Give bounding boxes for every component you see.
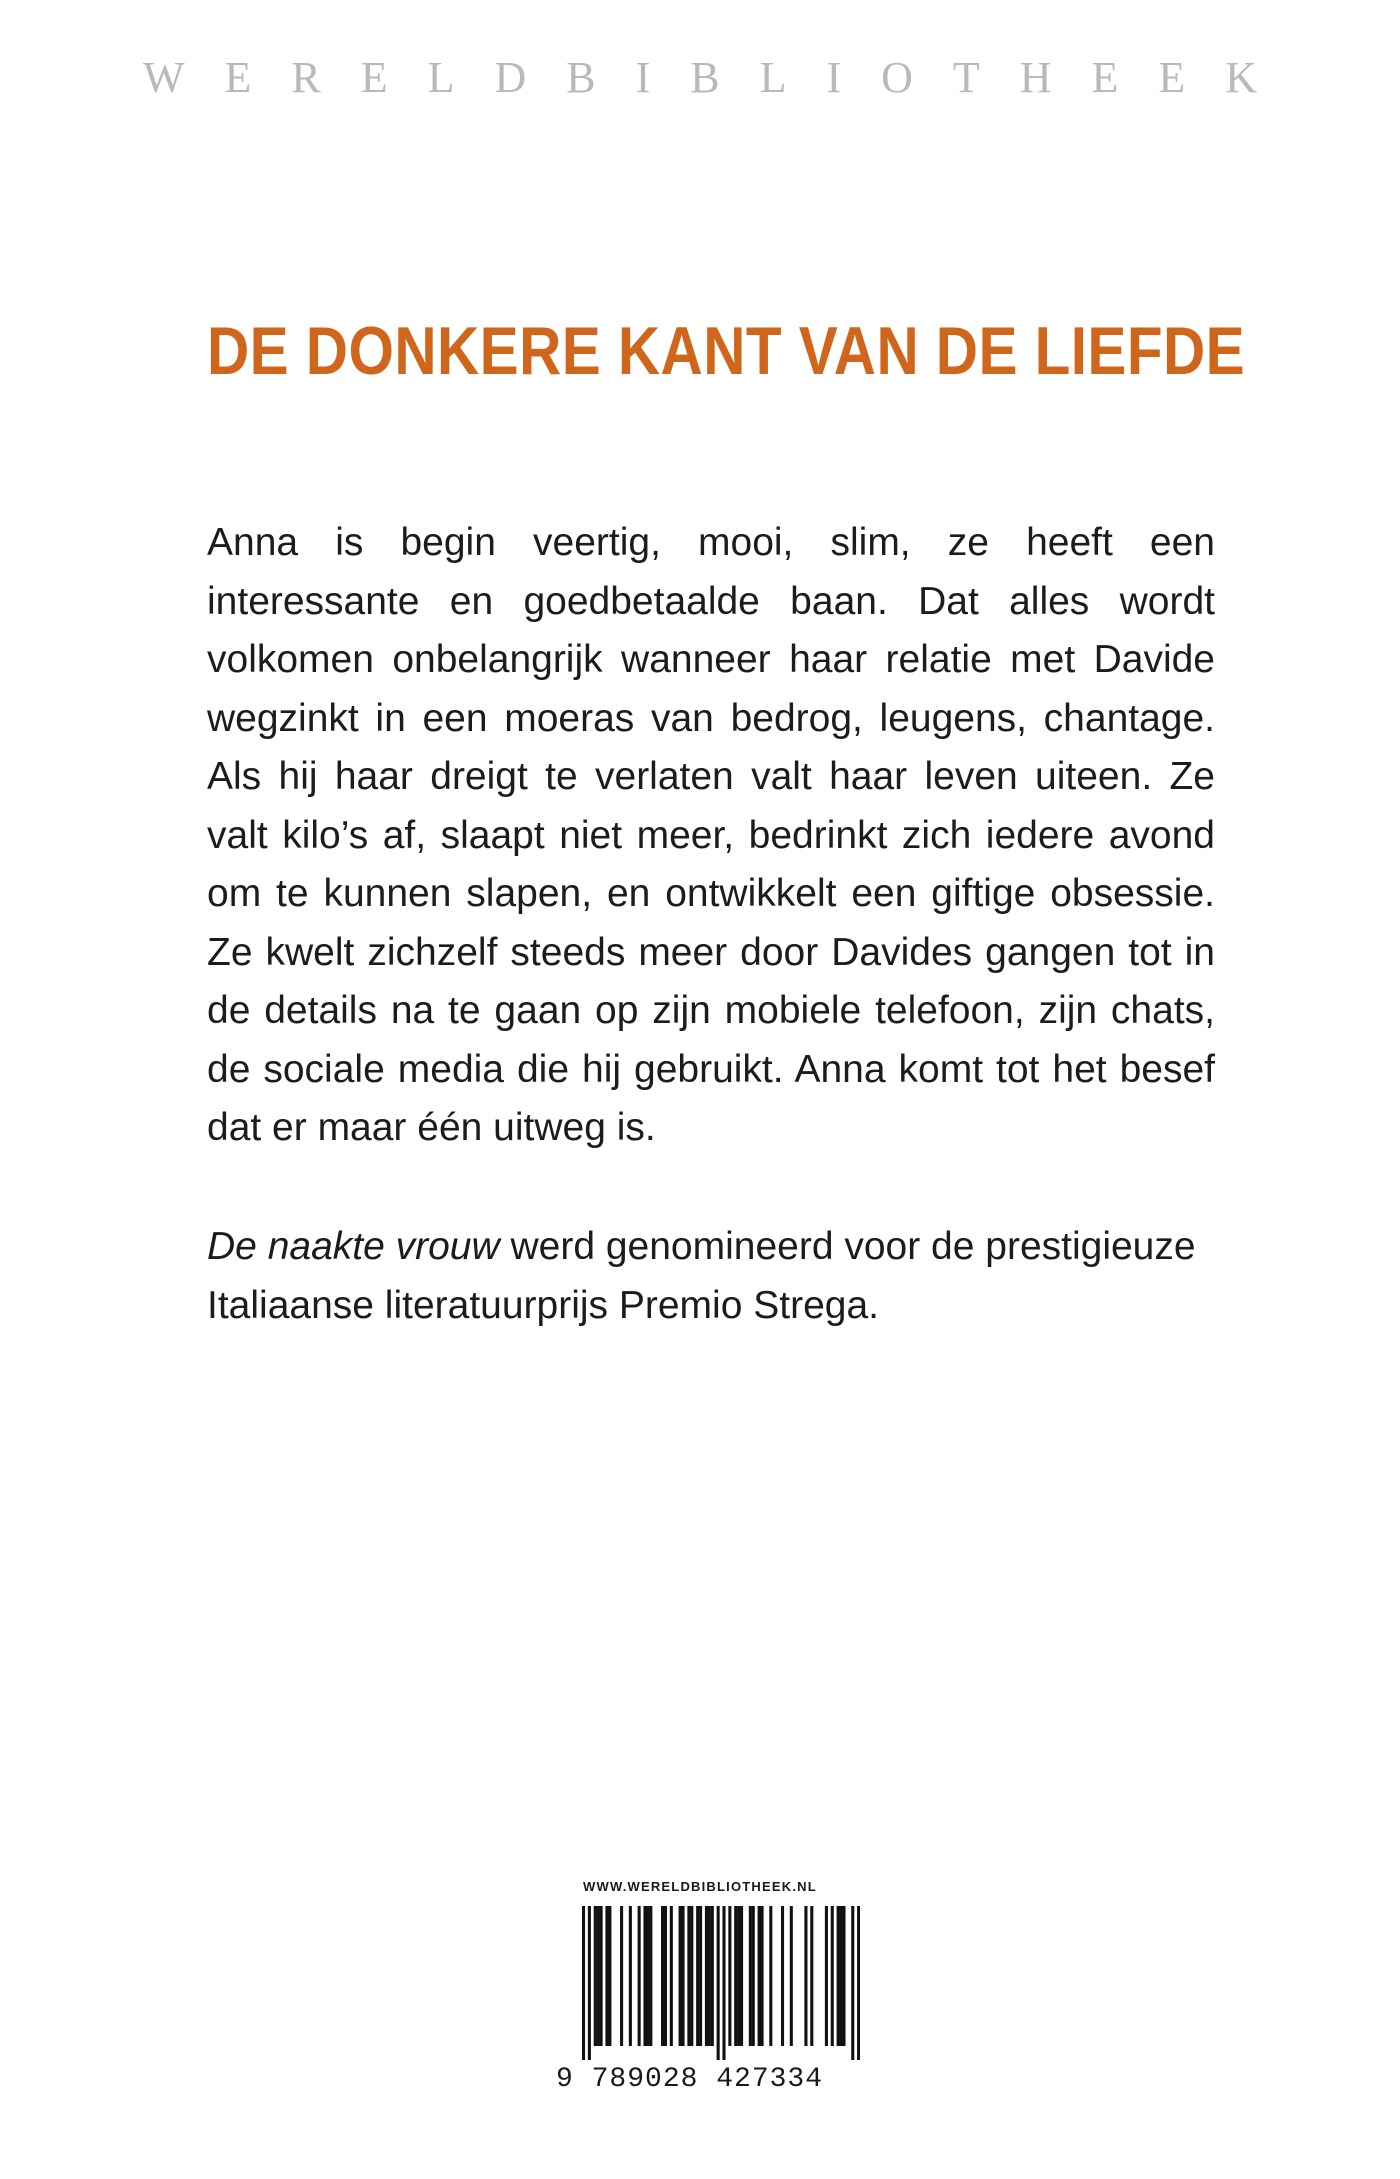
book-title-heading: DE DONKERE KANT VAN DE LIEFDE <box>207 313 1246 389</box>
award-book-title: De naakte vrouw <box>207 1225 500 1268</box>
barcode-bar <box>594 1906 597 2046</box>
barcode-bar <box>638 1906 641 2046</box>
barcode-bar <box>840 1906 843 2046</box>
barcode-bar <box>722 1906 725 2060</box>
barcode-bar <box>769 1906 772 2046</box>
barcode-bar <box>687 1906 690 2046</box>
barcode-bar <box>588 1906 591 2060</box>
barcode-bar <box>690 1906 693 2046</box>
barcode-bar <box>670 1906 673 2046</box>
barcode-bar <box>664 1906 667 2046</box>
barcode-bar <box>717 1906 720 2060</box>
barcode-bar <box>749 1906 752 2046</box>
blurb-paragraph: Anna is begin veertig, mooi, slim, ze heeft een interessante en goedbetaalde baan. Dat alles wordt volkomen onbelangrijk wanneer haar relatie met Davide wegzinkt in een moeras van bedrog, leugens, chantage. Als hij haar dreigt te verlaten valt haar leven uiteen. Ze valt kilo’s af, slaapt niet meer, bedrinkt zich iedere avond om te kunnen slapen, en ontwikkelt een giftige obsessie. Ze kwelt zichzelf steeds meer door Davides gangen tot in de details na te gaan op zijn mobiele telefoon, zijn chats, de sociale media die hij gebruikt. Anna komt tot het besef dat er maar één uitweg is. <box>207 521 1215 1149</box>
barcode-bar <box>597 1906 600 2046</box>
barcode-bar <box>781 1906 784 2046</box>
barcode-bar <box>851 1906 854 2060</box>
barcode-bar <box>699 1906 702 2046</box>
barcode-bar <box>804 1906 807 2046</box>
barcode-bar <box>696 1906 699 2046</box>
barcode-bar <box>711 1906 714 2046</box>
barcode-bar <box>734 1906 737 2046</box>
barcode-bar <box>600 1906 603 2046</box>
barcode-bar <box>643 1906 646 2046</box>
barcode-bar <box>810 1906 813 2046</box>
barcode-bar <box>758 1906 761 2046</box>
isbn-barcode <box>582 1906 860 2060</box>
barcode-bar <box>661 1906 664 2046</box>
barcode-bar <box>629 1906 632 2046</box>
barcode-bar <box>605 1906 608 2046</box>
barcode-bar <box>705 1906 708 2046</box>
barcode-bar <box>752 1906 755 2046</box>
barcode-bar <box>728 1906 731 2046</box>
publisher-wordmark: WERELDBIBLIOTHEEK <box>142 53 1298 102</box>
barcode-bar <box>761 1906 764 2046</box>
barcode-bar <box>857 1906 860 2060</box>
barcode-bar <box>740 1906 743 2046</box>
barcode-bar <box>646 1906 649 2046</box>
barcode-bar <box>649 1906 652 2046</box>
barcode-bar <box>831 1906 834 2046</box>
barcode-bar <box>837 1906 840 2046</box>
barcode-bar <box>620 1906 623 2046</box>
award-text: werd genomineerd voor de prestigieuze Italiaanse literatuurprijs Premio Strega. <box>207 1225 1196 1327</box>
barcode-bar <box>790 1906 793 2046</box>
barcode-bar <box>708 1906 711 2046</box>
barcode-bar <box>681 1906 684 2046</box>
publisher-url: WWW.WERELDBIBLIOTHEEK.NL <box>583 1879 817 1894</box>
barcode-bar <box>679 1906 682 2046</box>
award-paragraph <box>207 1218 1227 1335</box>
barcode-bar <box>842 1906 845 2046</box>
barcode-bar <box>608 1906 611 2046</box>
barcode-bar <box>737 1906 740 2046</box>
isbn-number: 9 789028 427334 <box>556 2064 824 2095</box>
barcode-bar <box>825 1906 828 2046</box>
barcode-bar <box>582 1906 585 2060</box>
